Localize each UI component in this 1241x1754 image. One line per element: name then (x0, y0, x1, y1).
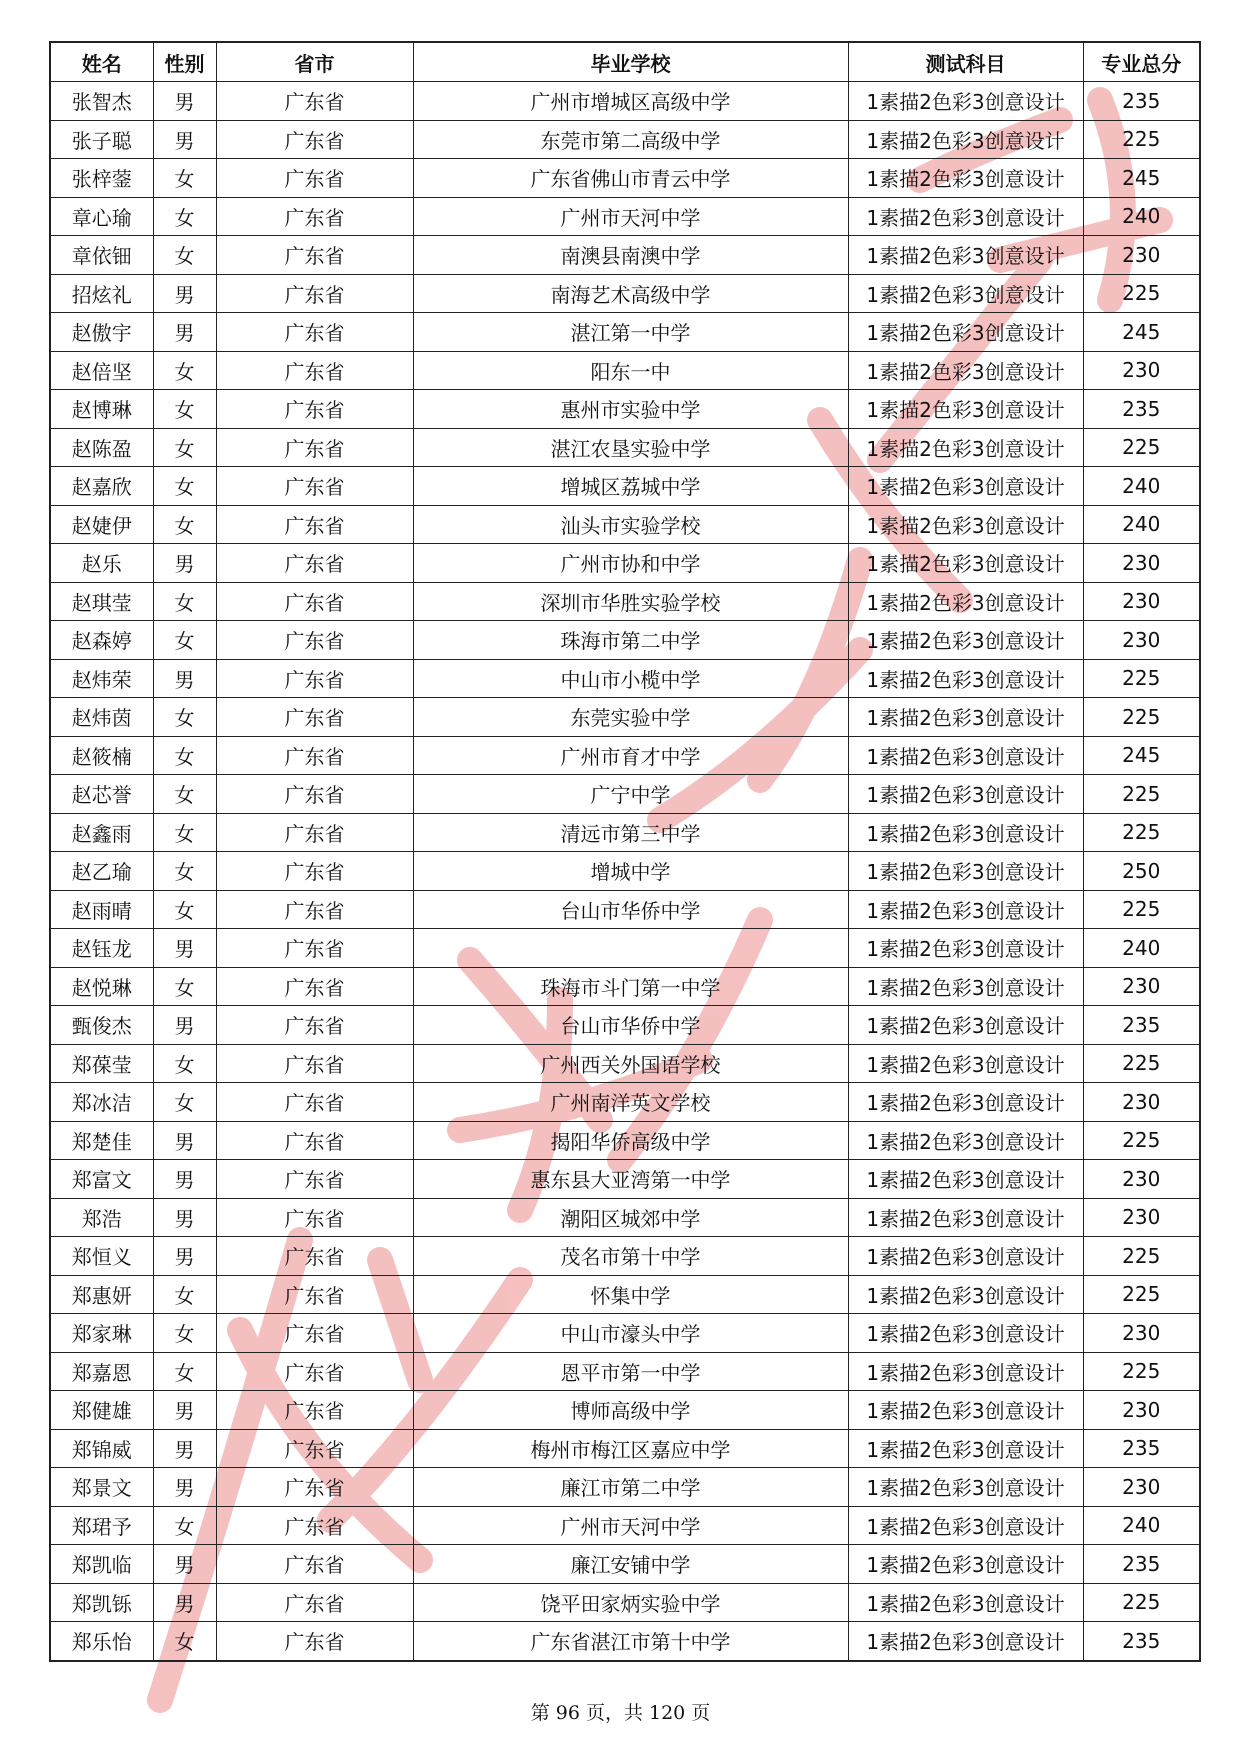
table-row (50, 1314, 1200, 1353)
cell-subjects: 1素描2色彩3创意设计 (848, 813, 1083, 852)
cell-province: 广东省 (216, 621, 413, 660)
cell-subjects: 1素描2色彩3创意设计 (848, 1006, 1083, 1045)
cell-province: 广东省 (216, 1545, 413, 1584)
cell-subjects: 1素描2色彩3创意设计 (848, 967, 1083, 1006)
cell-score: 225 (1083, 775, 1200, 814)
cell-gender: 女 (153, 775, 216, 814)
table-row (50, 1275, 1200, 1314)
cell-name: 郑珺予 (50, 1506, 153, 1545)
table-row (50, 1622, 1200, 1661)
cell-province: 广东省 (216, 1468, 413, 1507)
cell-gender: 女 (153, 967, 216, 1006)
cell-gender: 男 (153, 659, 216, 698)
table-row (50, 1545, 1200, 1584)
cell-score: 230 (1083, 1198, 1200, 1237)
cell-score: 250 (1083, 852, 1200, 891)
cell-province: 广东省 (216, 313, 413, 352)
cell-province: 广东省 (216, 1622, 413, 1661)
cell-subjects: 1素描2色彩3创意设计 (848, 929, 1083, 968)
cell-subjects: 1素描2色彩3创意设计 (848, 1044, 1083, 1083)
cell-name: 赵炜茵 (50, 698, 153, 737)
cell-school: 阳东一中 (413, 351, 848, 390)
cell-score: 240 (1083, 929, 1200, 968)
table-row (50, 967, 1200, 1006)
header-gender: 性别 (153, 42, 216, 82)
table-row (50, 236, 1200, 275)
cell-subjects: 1素描2色彩3创意设计 (848, 698, 1083, 737)
cell-gender: 男 (153, 544, 216, 583)
cell-gender: 女 (153, 159, 216, 198)
cell-subjects: 1素描2色彩3创意设计 (848, 1160, 1083, 1199)
cell-school: 广州西关外国语学校 (413, 1044, 848, 1083)
cell-subjects: 1素描2色彩3创意设计 (848, 1622, 1083, 1661)
cell-school: 南澳县南澳中学 (413, 236, 848, 275)
table-row (50, 351, 1200, 390)
cell-school: 增城区荔城中学 (413, 467, 848, 506)
table-row (50, 1237, 1200, 1276)
cell-school: 廉江市第二中学 (413, 1468, 848, 1507)
cell-name: 郑嘉恩 (50, 1352, 153, 1391)
cell-gender: 男 (153, 1237, 216, 1276)
cell-province: 广东省 (216, 659, 413, 698)
cell-name: 赵悦琳 (50, 967, 153, 1006)
cell-province: 广东省 (216, 1429, 413, 1468)
cell-province: 广东省 (216, 929, 413, 968)
cell-subjects: 1素描2色彩3创意设计 (848, 890, 1083, 929)
cell-school: 潮阳区城郊中学 (413, 1198, 848, 1237)
cell-score: 245 (1083, 313, 1200, 352)
cell-school: 揭阳华侨高级中学 (413, 1121, 848, 1160)
cell-subjects: 1素描2色彩3创意设计 (848, 390, 1083, 429)
cell-name: 郑凯铄 (50, 1583, 153, 1622)
table-row (50, 736, 1200, 775)
cell-score: 240 (1083, 1506, 1200, 1545)
cell-gender: 女 (153, 390, 216, 429)
results-table (49, 41, 1201, 1662)
cell-score: 235 (1083, 1622, 1200, 1661)
cell-school: 东莞市第二高级中学 (413, 120, 848, 159)
cell-score: 230 (1083, 351, 1200, 390)
header-school: 毕业学校 (413, 42, 848, 82)
header-subjects: 测试科目 (848, 42, 1083, 82)
cell-school: 台山市华侨中学 (413, 890, 848, 929)
cell-score: 230 (1083, 1391, 1200, 1430)
cell-score: 230 (1083, 1314, 1200, 1353)
cell-subjects: 1素描2色彩3创意设计 (848, 313, 1083, 352)
page-footer: 第 96 页，共 120 页 (530, 1702, 711, 1724)
cell-name: 郑冰洁 (50, 1083, 153, 1122)
table-row (50, 698, 1200, 737)
cell-gender: 男 (153, 1006, 216, 1045)
table-row (50, 428, 1200, 467)
cell-school: 广东省湛江市第十中学 (413, 1622, 848, 1661)
cell-province: 广东省 (216, 890, 413, 929)
cell-subjects: 1素描2色彩3创意设计 (848, 197, 1083, 236)
cell-school: 湛江第一中学 (413, 313, 848, 352)
cell-province: 广东省 (216, 467, 413, 506)
cell-score: 235 (1083, 82, 1200, 121)
cell-gender: 男 (153, 274, 216, 313)
cell-province: 广东省 (216, 159, 413, 198)
cell-school: 博师高级中学 (413, 1391, 848, 1430)
cell-school: 南海艺术高级中学 (413, 274, 848, 313)
cell-gender: 男 (153, 1121, 216, 1160)
table-row (50, 1429, 1200, 1468)
cell-school: 广州市天河中学 (413, 1506, 848, 1545)
cell-gender: 女 (153, 1044, 216, 1083)
table-row (50, 274, 1200, 313)
cell-province: 广东省 (216, 1314, 413, 1353)
cell-name: 郑惠妍 (50, 1275, 153, 1314)
table-row (50, 659, 1200, 698)
cell-score: 235 (1083, 390, 1200, 429)
cell-province: 广东省 (216, 120, 413, 159)
cell-province: 广东省 (216, 1275, 413, 1314)
cell-score: 245 (1083, 159, 1200, 198)
cell-name: 郑锦威 (50, 1429, 153, 1468)
cell-name: 招炫礼 (50, 274, 153, 313)
cell-subjects: 1素描2色彩3创意设计 (848, 351, 1083, 390)
cell-gender: 女 (153, 236, 216, 275)
cell-gender: 男 (153, 1160, 216, 1199)
cell-school: 怀集中学 (413, 1275, 848, 1314)
cell-gender: 女 (153, 621, 216, 660)
cell-score: 225 (1083, 1583, 1200, 1622)
cell-gender: 男 (153, 120, 216, 159)
cell-school: 深圳市华胜实验学校 (413, 582, 848, 621)
cell-school: 湛江农垦实验中学 (413, 428, 848, 467)
header-province: 省市 (216, 42, 413, 82)
cell-score: 225 (1083, 1352, 1200, 1391)
cell-score: 245 (1083, 736, 1200, 775)
cell-score: 230 (1083, 544, 1200, 583)
cell-province: 广东省 (216, 82, 413, 121)
cell-school: 广宁中学 (413, 775, 848, 814)
cell-subjects: 1素描2色彩3创意设计 (848, 236, 1083, 275)
cell-province: 广东省 (216, 1044, 413, 1083)
cell-subjects: 1素描2色彩3创意设计 (848, 274, 1083, 313)
table-row (50, 390, 1200, 429)
cell-gender: 男 (153, 1583, 216, 1622)
cell-school: 珠海市斗门第一中学 (413, 967, 848, 1006)
cell-province: 广东省 (216, 967, 413, 1006)
cell-name: 章依钿 (50, 236, 153, 275)
cell-name: 赵筱楠 (50, 736, 153, 775)
cell-gender: 女 (153, 1275, 216, 1314)
cell-score: 230 (1083, 1468, 1200, 1507)
cell-province: 广东省 (216, 813, 413, 852)
cell-school: 恩平市第一中学 (413, 1352, 848, 1391)
cell-score: 230 (1083, 582, 1200, 621)
cell-name: 郑乐怡 (50, 1622, 153, 1661)
cell-name: 赵芯誉 (50, 775, 153, 814)
table-row (50, 1121, 1200, 1160)
cell-subjects: 1素描2色彩3创意设计 (848, 505, 1083, 544)
cell-province: 广东省 (216, 1083, 413, 1122)
cell-province: 广东省 (216, 1198, 413, 1237)
cell-school: 梅州市梅江区嘉应中学 (413, 1429, 848, 1468)
cell-subjects: 1素描2色彩3创意设计 (848, 1391, 1083, 1430)
cell-province: 广东省 (216, 1121, 413, 1160)
table-row (50, 313, 1200, 352)
cell-score: 235 (1083, 1429, 1200, 1468)
cell-gender: 女 (153, 852, 216, 891)
cell-school: 广州市增城区高级中学 (413, 82, 848, 121)
cell-score: 225 (1083, 1044, 1200, 1083)
cell-score: 230 (1083, 967, 1200, 1006)
cell-gender: 女 (153, 197, 216, 236)
cell-province: 广东省 (216, 197, 413, 236)
cell-score: 240 (1083, 467, 1200, 506)
cell-subjects: 1素描2色彩3创意设计 (848, 736, 1083, 775)
cell-name: 章心瑜 (50, 197, 153, 236)
cell-gender: 女 (153, 736, 216, 775)
table-header (50, 42, 1200, 82)
cell-subjects: 1素描2色彩3创意设计 (848, 467, 1083, 506)
cell-score: 225 (1083, 813, 1200, 852)
cell-score: 225 (1083, 890, 1200, 929)
cell-gender: 女 (153, 698, 216, 737)
cell-score: 235 (1083, 1545, 1200, 1584)
cell-school: 珠海市第二中学 (413, 621, 848, 660)
cell-name: 赵森婷 (50, 621, 153, 660)
cell-province: 广东省 (216, 351, 413, 390)
table-row (50, 1352, 1200, 1391)
cell-school: 惠东县大亚湾第一中学 (413, 1160, 848, 1199)
table-row (50, 120, 1200, 159)
cell-subjects: 1素描2色彩3创意设计 (848, 1583, 1083, 1622)
table-row (50, 582, 1200, 621)
cell-school: 增城中学 (413, 852, 848, 891)
cell-score: 240 (1083, 197, 1200, 236)
header-total-score: 专业总分 (1083, 42, 1200, 82)
cell-name: 赵傲宇 (50, 313, 153, 352)
table-row (50, 852, 1200, 891)
cell-province: 广东省 (216, 544, 413, 583)
cell-province: 广东省 (216, 698, 413, 737)
cell-province: 广东省 (216, 390, 413, 429)
cell-name: 赵嘉欣 (50, 467, 153, 506)
cell-subjects: 1素描2色彩3创意设计 (848, 544, 1083, 583)
cell-name: 郑恒义 (50, 1237, 153, 1276)
cell-subjects: 1素描2色彩3创意设计 (848, 775, 1083, 814)
cell-score: 225 (1083, 1237, 1200, 1276)
cell-subjects: 1素描2色彩3创意设计 (848, 582, 1083, 621)
cell-gender: 女 (153, 1352, 216, 1391)
cell-subjects: 1素描2色彩3创意设计 (848, 621, 1083, 660)
cell-name: 张智杰 (50, 82, 153, 121)
cell-subjects: 1素描2色彩3创意设计 (848, 1275, 1083, 1314)
cell-subjects: 1素描2色彩3创意设计 (848, 120, 1083, 159)
cell-school: 广东省佛山市青云中学 (413, 159, 848, 198)
cell-name: 赵琪莹 (50, 582, 153, 621)
cell-gender: 女 (153, 813, 216, 852)
table-row (50, 1160, 1200, 1199)
cell-school: 广州南洋英文学校 (413, 1083, 848, 1122)
cell-school: 惠州市实验中学 (413, 390, 848, 429)
cell-name: 郑富文 (50, 1160, 153, 1199)
cell-name: 赵博琳 (50, 390, 153, 429)
header-row (50, 42, 1200, 82)
cell-province: 广东省 (216, 1391, 413, 1430)
table-row (50, 82, 1200, 121)
cell-province: 广东省 (216, 1160, 413, 1199)
cell-school: 清远市第三中学 (413, 813, 848, 852)
cell-gender: 女 (153, 1083, 216, 1122)
cell-score: 225 (1083, 1121, 1200, 1160)
cell-score: 225 (1083, 274, 1200, 313)
cell-subjects: 1素描2色彩3创意设计 (848, 1121, 1083, 1160)
cell-province: 广东省 (216, 852, 413, 891)
table-row (50, 1006, 1200, 1045)
cell-school: 东莞实验中学 (413, 698, 848, 737)
cell-school (413, 929, 848, 968)
cell-school: 廉江安铺中学 (413, 1545, 848, 1584)
cell-province: 广东省 (216, 1583, 413, 1622)
cell-province: 广东省 (216, 1506, 413, 1545)
cell-school: 广州市天河中学 (413, 197, 848, 236)
cell-score: 230 (1083, 1083, 1200, 1122)
cell-gender: 女 (153, 428, 216, 467)
cell-name: 赵乐 (50, 544, 153, 583)
cell-school: 汕头市实验学校 (413, 505, 848, 544)
cell-subjects: 1素描2色彩3创意设计 (848, 1352, 1083, 1391)
cell-gender: 男 (153, 1429, 216, 1468)
cell-school: 广州市育才中学 (413, 736, 848, 775)
cell-subjects: 1素描2色彩3创意设计 (848, 1429, 1083, 1468)
cell-name: 郑葆莹 (50, 1044, 153, 1083)
cell-gender: 男 (153, 1468, 216, 1507)
cell-name: 张子聪 (50, 120, 153, 159)
cell-name: 郑健雄 (50, 1391, 153, 1430)
cell-province: 广东省 (216, 775, 413, 814)
cell-score: 225 (1083, 428, 1200, 467)
cell-name: 赵婕伊 (50, 505, 153, 544)
cell-school: 茂名市第十中学 (413, 1237, 848, 1276)
table-row (50, 197, 1200, 236)
table-row (50, 1198, 1200, 1237)
cell-score: 225 (1083, 659, 1200, 698)
table-row (50, 621, 1200, 660)
cell-subjects: 1素描2色彩3创意设计 (848, 159, 1083, 198)
cell-gender: 女 (153, 1622, 216, 1661)
cell-province: 广东省 (216, 428, 413, 467)
cell-score: 230 (1083, 621, 1200, 660)
cell-province: 广东省 (216, 236, 413, 275)
cell-name: 张梓蓥 (50, 159, 153, 198)
table-row (50, 1468, 1200, 1507)
table-row (50, 1044, 1200, 1083)
cell-province: 广东省 (216, 505, 413, 544)
cell-province: 广东省 (216, 1237, 413, 1276)
cell-gender: 女 (153, 1506, 216, 1545)
cell-score: 235 (1083, 1006, 1200, 1045)
cell-subjects: 1素描2色彩3创意设计 (848, 82, 1083, 121)
cell-province: 广东省 (216, 736, 413, 775)
table-row (50, 1391, 1200, 1430)
table-row (50, 505, 1200, 544)
cell-name: 甄俊杰 (50, 1006, 153, 1045)
cell-school: 中山市濠头中学 (413, 1314, 848, 1353)
cell-name: 赵钰龙 (50, 929, 153, 968)
cell-gender: 男 (153, 1545, 216, 1584)
cell-score: 225 (1083, 1275, 1200, 1314)
header-name: 姓名 (50, 42, 153, 82)
cell-gender: 女 (153, 890, 216, 929)
table-row (50, 775, 1200, 814)
cell-name: 赵雨晴 (50, 890, 153, 929)
cell-school: 广州市协和中学 (413, 544, 848, 583)
cell-name: 郑浩 (50, 1198, 153, 1237)
cell-name: 赵陈盈 (50, 428, 153, 467)
cell-subjects: 1素描2色彩3创意设计 (848, 1468, 1083, 1507)
cell-gender: 女 (153, 351, 216, 390)
cell-score: 225 (1083, 698, 1200, 737)
table-body (50, 82, 1200, 1661)
cell-score: 225 (1083, 120, 1200, 159)
cell-school: 饶平田家炳实验中学 (413, 1583, 848, 1622)
cell-province: 广东省 (216, 1006, 413, 1045)
table-row (50, 1083, 1200, 1122)
cell-name: 赵鑫雨 (50, 813, 153, 852)
cell-subjects: 1素描2色彩3创意设计 (848, 852, 1083, 891)
table-row (50, 890, 1200, 929)
cell-gender: 男 (153, 1198, 216, 1237)
cell-subjects: 1素描2色彩3创意设计 (848, 1506, 1083, 1545)
table-row (50, 544, 1200, 583)
cell-name: 郑景文 (50, 1468, 153, 1507)
cell-name: 赵炜荣 (50, 659, 153, 698)
cell-gender: 男 (153, 929, 216, 968)
cell-score: 230 (1083, 1160, 1200, 1199)
cell-province: 广东省 (216, 582, 413, 621)
cell-score: 240 (1083, 505, 1200, 544)
cell-subjects: 1素描2色彩3创意设计 (848, 428, 1083, 467)
cell-gender: 女 (153, 582, 216, 621)
cell-subjects: 1素描2色彩3创意设计 (848, 1314, 1083, 1353)
cell-name: 郑凯临 (50, 1545, 153, 1584)
table-row (50, 159, 1200, 198)
cell-province: 广东省 (216, 274, 413, 313)
table-row (50, 813, 1200, 852)
cell-name: 郑家琳 (50, 1314, 153, 1353)
cell-subjects: 1素描2色彩3创意设计 (848, 1198, 1083, 1237)
cell-school: 台山市华侨中学 (413, 1006, 848, 1045)
cell-gender: 男 (153, 313, 216, 352)
cell-school: 中山市小榄中学 (413, 659, 848, 698)
cell-subjects: 1素描2色彩3创意设计 (848, 1545, 1083, 1584)
cell-gender: 女 (153, 1314, 216, 1353)
cell-name: 赵倍坚 (50, 351, 153, 390)
cell-subjects: 1素描2色彩3创意设计 (848, 1083, 1083, 1122)
cell-gender: 男 (153, 82, 216, 121)
cell-gender: 女 (153, 467, 216, 506)
table-row (50, 1583, 1200, 1622)
cell-subjects: 1素描2色彩3创意设计 (848, 1237, 1083, 1276)
cell-province: 广东省 (216, 1352, 413, 1391)
cell-score: 230 (1083, 236, 1200, 275)
cell-name: 郑楚佳 (50, 1121, 153, 1160)
cell-gender: 女 (153, 505, 216, 544)
table-row (50, 467, 1200, 506)
cell-gender: 男 (153, 1391, 216, 1430)
table-row (50, 929, 1200, 968)
table-row (50, 1506, 1200, 1545)
cell-subjects: 1素描2色彩3创意设计 (848, 659, 1083, 698)
cell-name: 赵乙瑜 (50, 852, 153, 891)
